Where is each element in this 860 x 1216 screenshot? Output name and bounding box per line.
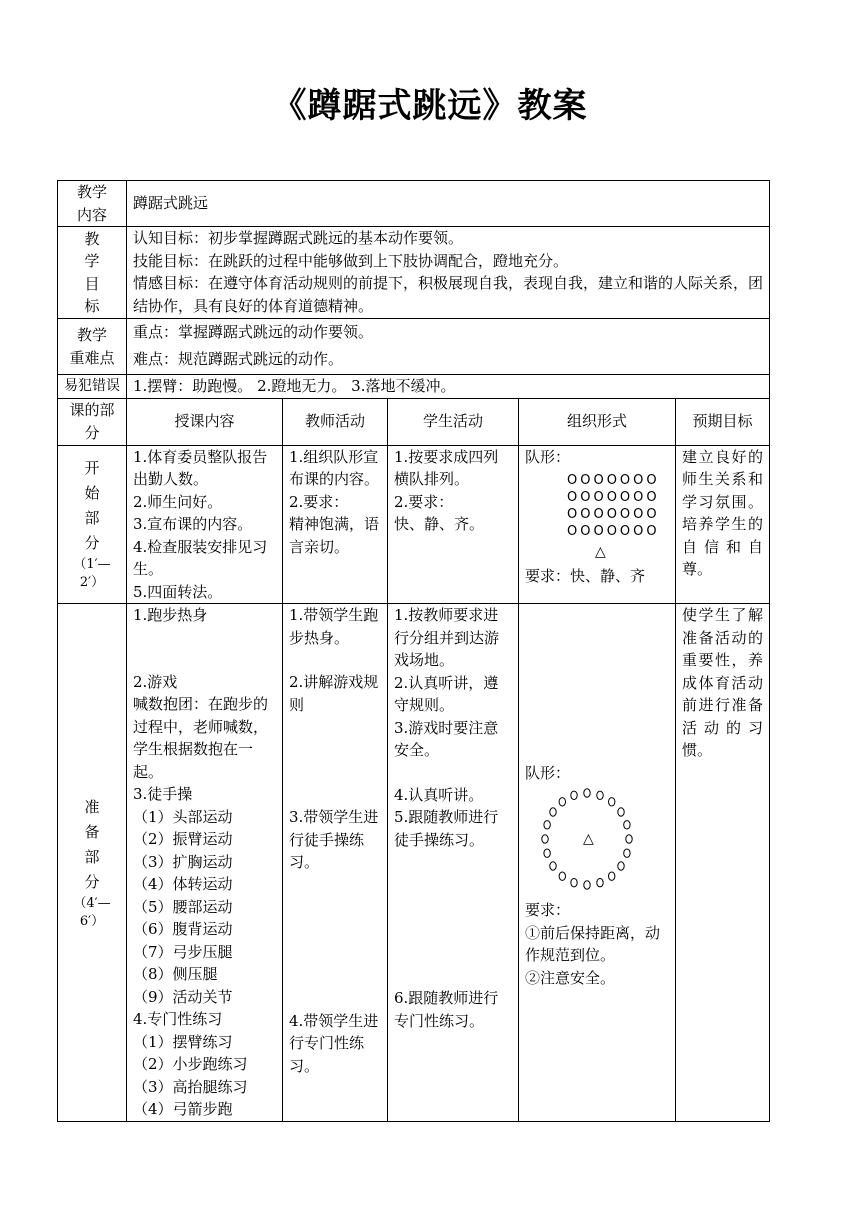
header-student: 学生活动 bbox=[388, 398, 519, 445]
prep-teacher-warmup: 1.带领学生跑步热身。 bbox=[289, 606, 379, 647]
prep-requirement-title: 要求： bbox=[525, 901, 571, 919]
start-section-label-cell bbox=[58, 445, 127, 604]
student-dot bbox=[571, 791, 577, 799]
student-dot bbox=[550, 807, 556, 815]
circle-formation-diagram bbox=[525, 785, 670, 893]
label-teaching-content: 教学 内容 bbox=[58, 181, 127, 227]
key-points-cell bbox=[127, 319, 770, 375]
start-requirement: 要求：快、静、齐 bbox=[525, 566, 646, 585]
student-dot bbox=[624, 849, 630, 857]
formation-row-2: OOOOOOO bbox=[567, 490, 660, 505]
prep-requirement-2: ②注意安全。 bbox=[525, 968, 616, 987]
start-expected-goal: 建立良好的师生关系和学习氛围。培养学生的自信和自尊。 bbox=[676, 445, 770, 604]
student-dot bbox=[544, 820, 550, 828]
prep-student-exercise: 4.认真听讲。 5.跟随教师进行徒手操练习。 bbox=[394, 785, 499, 849]
start-formation-label: 队形： bbox=[525, 447, 571, 466]
row-column-headers bbox=[58, 398, 770, 445]
prep-content-cell bbox=[127, 604, 283, 1122]
student-dot bbox=[618, 861, 624, 869]
prep-content-main: 2.游戏 喊数抱团：在跑步的过程中，老师喊数，学生根据数抱在一起。 3.徒手操 （1）头部运动 （2）振臂运动 （3）扩胸运动 （4）体转运动 （5）腰部运动 （6）腹背运动 （7）弓步压腿 （8）侧压腿 （9）活动关节 4.专门性练习 （1）摆臂练习 （2）小步跑练习 （3）高抬腿练习 （4）弓箭步跑 bbox=[133, 672, 269, 1118]
spacer bbox=[289, 716, 381, 806]
label-key-points: 教学 重难点 bbox=[58, 319, 127, 375]
start-teacher-activity: 1.组织队形宣布课的内容。 2.要求： 精神饱满，语言亲切。 bbox=[283, 445, 388, 604]
difficulty-point: 难点：规范蹲踞式跳远的动作。 bbox=[133, 350, 344, 368]
formation-row-4: OOOOOOO bbox=[567, 524, 660, 539]
start-section-time: （1′— 2′） bbox=[73, 557, 111, 591]
goal-skill: 技能目标：在跳跃的过程中能够做到上下肢协调配合，蹬地充分。 bbox=[133, 251, 569, 270]
start-content: 1.体育委员整队报告出勤人数。 2.师生问好。 3.宣布课的内容。 4.检查服装安排见习生。 5.四面转法。 bbox=[127, 445, 283, 604]
student-dot bbox=[584, 788, 590, 796]
prep-student-game: 1.按教师要求进行分组并到达游戏场地。 2.认真听讲，遵守规则。 3.游戏时要注意安全。 bbox=[394, 606, 500, 759]
prep-expected-goal: 使学生了解准备活动的重要性，养成体育活动前进行准备活动的习惯。 bbox=[676, 604, 770, 1122]
formation-row-1: OOOOOOO bbox=[567, 473, 660, 488]
header-goal: 预期目标 bbox=[676, 398, 770, 445]
page-title: 《蹲踞式跳远》教案 bbox=[272, 86, 588, 126]
header-part: 课的部 分 bbox=[58, 398, 127, 445]
student-dot bbox=[550, 861, 556, 869]
prep-student-special: 6.跟随教师进行专门性练习。 bbox=[394, 989, 499, 1030]
row-common-errors bbox=[58, 375, 770, 399]
label-teaching-goals: 教 学 目 标 bbox=[58, 227, 127, 319]
start-student-activity: 1.按要求成四列横队排列。 2.要求： 快、静、齐。 bbox=[388, 445, 519, 604]
common-errors-value: 1.摆臂：助跑慢。 2.蹬地无力。 3.落地不缓冲。 bbox=[127, 375, 770, 399]
prep-requirement-1: ①前后保持距离，动作规范到位。 bbox=[525, 923, 661, 964]
student-rows bbox=[567, 473, 660, 539]
student-dot bbox=[559, 872, 565, 880]
prep-student-cell bbox=[388, 604, 519, 1122]
start-formation-cell bbox=[519, 445, 676, 604]
student-dot bbox=[571, 878, 577, 886]
prep-section-time: （4′— 6′） bbox=[73, 895, 111, 929]
student-dot bbox=[559, 797, 565, 805]
teaching-goals-list bbox=[127, 227, 770, 319]
student-dot bbox=[597, 791, 603, 799]
header-content: 授课内容 bbox=[127, 398, 283, 445]
row-start-section bbox=[58, 445, 770, 604]
spacer bbox=[394, 762, 512, 784]
spacer bbox=[289, 874, 381, 1010]
student-dot bbox=[609, 872, 615, 880]
spacer bbox=[525, 604, 669, 762]
row-prep-section bbox=[58, 604, 770, 1122]
prep-formation-label: 队形： bbox=[525, 764, 571, 782]
spacer bbox=[133, 627, 276, 671]
start-section-label: 开 始 部 分 bbox=[84, 459, 100, 553]
spacer bbox=[394, 851, 512, 987]
goal-cognitive: 认知目标：初步掌握蹲踞式跳远的基本动作要领。 bbox=[133, 229, 464, 247]
row-key-points bbox=[58, 319, 770, 375]
teacher-triangle-icon: △ bbox=[583, 830, 594, 847]
row-teaching-content bbox=[58, 181, 770, 227]
formation-row-3: OOOOOOO bbox=[567, 507, 660, 522]
teacher-triangle-icon: △ bbox=[595, 544, 606, 558]
student-dot bbox=[609, 797, 615, 805]
label-common-errors: 易犯错误 bbox=[58, 375, 127, 399]
lesson-plan-table bbox=[57, 180, 770, 1122]
student-dot bbox=[626, 834, 632, 842]
goal-emotional: 情感目标：在遵守体育活动规则的前提下，积极展现自我，表现自我，建立和谐的人际关系，团结协作，具有良好的体育道德精神。 bbox=[133, 274, 764, 315]
student-dot bbox=[597, 878, 603, 886]
student-dot bbox=[544, 849, 550, 857]
key-point: 重点：掌握蹲踞式跳远的动作要领。 bbox=[133, 323, 374, 341]
student-dot bbox=[584, 880, 590, 888]
prep-formation-cell bbox=[519, 604, 676, 1122]
four-row-formation-diagram bbox=[525, 468, 670, 558]
teaching-content-value: 蹲踞式跳远 bbox=[127, 181, 770, 227]
prep-teacher-special: 4.带领学生进行专门性练习。 bbox=[289, 1011, 379, 1075]
prep-teacher-exercise: 3.带领学生进行徒手操练习。 bbox=[289, 808, 379, 871]
student-dot bbox=[624, 820, 630, 828]
prep-teacher-game: 2.讲解游戏规则 bbox=[289, 673, 379, 714]
prep-section-label: 准 备 部 分 bbox=[84, 797, 100, 891]
student-dot bbox=[542, 834, 548, 842]
row-teaching-goals bbox=[58, 227, 770, 319]
spacer bbox=[289, 649, 381, 671]
student-dot bbox=[618, 807, 624, 815]
prep-section-label-cell bbox=[58, 604, 127, 1122]
prep-content-warmup: 1.跑步热身 bbox=[133, 606, 208, 624]
header-organization: 组织形式 bbox=[519, 398, 676, 445]
prep-teacher-cell bbox=[283, 604, 388, 1122]
header-teacher: 教师活动 bbox=[283, 398, 388, 445]
